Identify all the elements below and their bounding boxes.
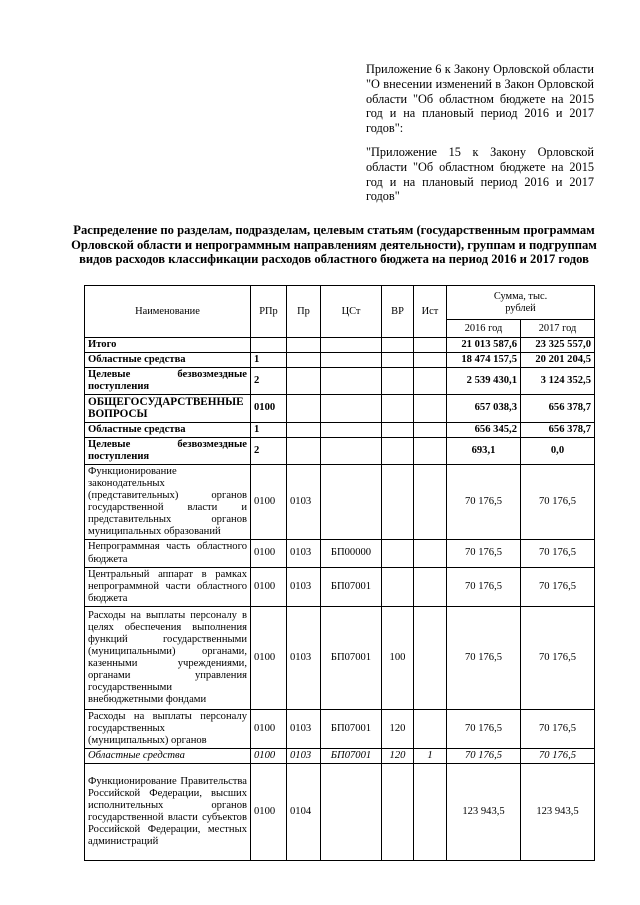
row-value-2016: 70 176,5 <box>447 464 521 540</box>
row-ist <box>414 338 447 353</box>
row-vr: 100 <box>382 606 414 709</box>
table-row <box>85 437 595 464</box>
table-row <box>85 368 595 395</box>
row-cst <box>321 764 382 861</box>
row-value-2016: 70 176,5 <box>447 606 521 709</box>
row-value-2017: 70 176,5 <box>521 567 595 606</box>
row-pr <box>287 368 321 395</box>
row-name: Расходы на выплаты персоналу государственных (муниципальных) органов <box>85 709 251 748</box>
header-sum: Сумма, тыс. рублей <box>447 286 595 320</box>
row-ist <box>414 567 447 606</box>
table-row <box>85 353 595 368</box>
row-cst: БП00000 <box>321 540 382 567</box>
row-vr: 120 <box>382 709 414 748</box>
row-value-2016: 123 943,5 <box>447 764 521 861</box>
row-value-2017: 70 176,5 <box>521 606 595 709</box>
row-rpr: 0100 <box>251 764 287 861</box>
row-name: Функционирование законодательных (представительных) органов государственной власти и представительных органов муниципальных образований <box>85 464 251 540</box>
row-value-2017: 3 124 352,5 <box>521 368 595 395</box>
row-value-2017: 656 378,7 <box>521 422 595 437</box>
row-name: Целевые безвозмездные поступления <box>85 368 251 395</box>
header-rpr: РПр <box>251 286 287 338</box>
row-value-2016: 656 345,2 <box>447 422 521 437</box>
row-rpr: 0100 <box>251 606 287 709</box>
row-name: Областные средства <box>85 749 251 764</box>
row-name: Функционирование Правительства Российской Федерации, высших исполнительных органов государственной власти субъектов Российской Федерации, местных администраций <box>85 764 251 861</box>
appendix-reference <box>366 62 594 213</box>
table-row <box>85 606 595 709</box>
table-row <box>85 764 595 861</box>
row-pr <box>287 395 321 422</box>
row-cst: БП07001 <box>321 567 382 606</box>
row-name: Итого <box>85 338 251 353</box>
table-row <box>85 540 595 567</box>
row-pr: 0103 <box>287 567 321 606</box>
row-rpr: 2 <box>251 437 287 464</box>
table-header-row <box>85 286 595 320</box>
row-ist <box>414 464 447 540</box>
row-pr <box>287 437 321 464</box>
row-value-2016: 18 474 157,5 <box>447 353 521 368</box>
row-rpr: 1 <box>251 353 287 368</box>
row-value-2017: 23 325 557,0 <box>521 338 595 353</box>
row-value-2017: 656 378,7 <box>521 395 595 422</box>
row-vr <box>382 464 414 540</box>
row-vr <box>382 338 414 353</box>
row-value-2016: 2 539 430,1 <box>447 368 521 395</box>
row-cst <box>321 338 382 353</box>
row-ist <box>414 709 447 748</box>
row-value-2017: 70 176,5 <box>521 709 595 748</box>
row-cst <box>321 464 382 540</box>
row-pr: 0103 <box>287 749 321 764</box>
header-year-2017: 2017 год <box>521 320 595 338</box>
row-value-2017: 20 201 204,5 <box>521 353 595 368</box>
table-row <box>85 422 595 437</box>
row-pr: 0103 <box>287 464 321 540</box>
header-cst: ЦСт <box>321 286 382 338</box>
appendix-6-text: Приложение 6 к Закону Орловской области "О внесении изменений в Закон Орловской области "Об областном бюджете на 2015 год и на плановый период 2016 и 2017 годов": <box>366 62 594 136</box>
row-ist <box>414 395 447 422</box>
row-pr <box>287 422 321 437</box>
row-vr <box>382 368 414 395</box>
row-name: Областные средства <box>85 353 251 368</box>
table-row <box>85 464 595 540</box>
row-vr <box>382 395 414 422</box>
row-ist <box>414 353 447 368</box>
row-value-2016: 70 176,5 <box>447 567 521 606</box>
row-rpr: 0100 <box>251 709 287 748</box>
row-ist <box>414 606 447 709</box>
row-value-2016: 21 013 587,6 <box>447 338 521 353</box>
row-ist: 1 <box>414 749 447 764</box>
table-row <box>85 567 595 606</box>
row-value-2016: 70 176,5 <box>447 749 521 764</box>
row-pr: 0103 <box>287 606 321 709</box>
table-row <box>85 709 595 748</box>
row-value-2016: 693,1 <box>447 437 521 464</box>
row-ist <box>414 422 447 437</box>
row-pr <box>287 338 321 353</box>
row-value-2017: 70 176,5 <box>521 749 595 764</box>
row-cst: БП07001 <box>321 606 382 709</box>
row-cst: БП07001 <box>321 749 382 764</box>
budget-table <box>84 285 595 861</box>
row-rpr: 0100 <box>251 567 287 606</box>
row-name: Расходы на выплаты персоналу в целях обеспечения выполнения функций государственными (муниципальными) органами, казенными учреждениями, органами управления государственными внебюджетными фондами <box>85 606 251 709</box>
row-ist <box>414 540 447 567</box>
row-pr: 0103 <box>287 540 321 567</box>
row-value-2016: 70 176,5 <box>447 540 521 567</box>
row-ist <box>414 437 447 464</box>
row-cst <box>321 353 382 368</box>
row-vr <box>382 422 414 437</box>
row-value-2017: 70 176,5 <box>521 540 595 567</box>
row-vr <box>382 764 414 861</box>
row-cst: БП07001 <box>321 709 382 748</box>
row-name: Центральный аппарат в рамках непрограммной части областного бюджета <box>85 567 251 606</box>
row-name: Целевые безвозмездные поступления <box>85 437 251 464</box>
table-row <box>85 749 595 764</box>
row-pr: 0103 <box>287 709 321 748</box>
table-row <box>85 395 595 422</box>
header-vr: ВР <box>382 286 414 338</box>
row-pr <box>287 353 321 368</box>
table-row <box>85 338 595 353</box>
row-cst <box>321 395 382 422</box>
row-vr <box>382 437 414 464</box>
header-ist: Ист <box>414 286 447 338</box>
row-rpr: 2 <box>251 368 287 395</box>
appendix-15-text: "Приложение 15 к Закону Орловской области "Об областном бюджете на 2015 год и на плановый период 2016 и 2017 годов" <box>366 144 594 204</box>
row-value-2016: 70 176,5 <box>447 709 521 748</box>
row-ist <box>414 764 447 861</box>
row-value-2017: 70 176,5 <box>521 464 595 540</box>
row-rpr: 0100 <box>251 540 287 567</box>
row-name: ОБЩЕГОСУДАРСТВЕННЫЕ ВОПРОСЫ <box>85 395 251 422</box>
row-rpr: 0100 <box>251 464 287 540</box>
row-cst <box>321 368 382 395</box>
header-pr: Пр <box>287 286 321 338</box>
row-vr <box>382 540 414 567</box>
row-rpr: 0100 <box>251 395 287 422</box>
row-vr <box>382 567 414 606</box>
row-ist <box>414 368 447 395</box>
row-cst <box>321 437 382 464</box>
header-year-2016: 2016 год <box>447 320 521 338</box>
row-pr: 0104 <box>287 764 321 861</box>
row-rpr: 1 <box>251 422 287 437</box>
document-title: Распределение по разделам, подразделам, целевым статьям (государственным программам Орловской области и непрограммным направлениям деятельности), группам и подгруппам видов расходов классификации расходов областного бюджета на период 2016 и 2017 годов <box>71 223 597 267</box>
row-name: Непрограммная часть областного бюджета <box>85 540 251 567</box>
row-name: Областные средства <box>85 422 251 437</box>
row-value-2017: 123 943,5 <box>521 764 595 861</box>
row-vr: 120 <box>382 749 414 764</box>
header-name: Наименование <box>85 286 251 338</box>
row-cst <box>321 422 382 437</box>
row-vr <box>382 353 414 368</box>
row-rpr: 0100 <box>251 749 287 764</box>
row-value-2017: 0,0 <box>521 437 595 464</box>
row-rpr <box>251 338 287 353</box>
row-value-2016: 657 038,3 <box>447 395 521 422</box>
